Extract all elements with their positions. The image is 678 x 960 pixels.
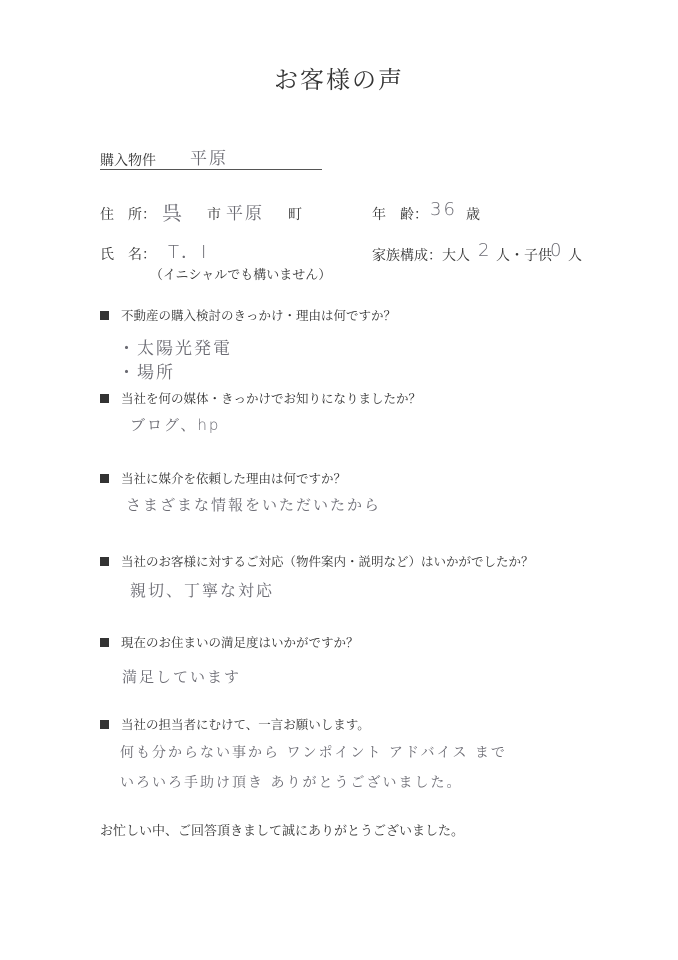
closing-message: お忙しい中、ご回答頂きまして誠にありがとうございました。 [100,824,465,839]
question-5: 現在のお住まいの満足度はいかがですか？ [100,633,359,651]
bullet-square-icon [100,638,109,647]
question-3: 当社に媒介を依頼した理由は何ですか？ [100,469,346,487]
page-title: お客様の声 [274,66,404,94]
property-underline [100,169,322,170]
answer-6-line-2: いろいろ手助け頂き ありがとうございました。 [120,775,463,791]
question-4: 当社のお客様に対するご対応（物件案内・説明など）はいかがでしたか？ [100,552,534,570]
address-town-suffix: 町 [288,207,302,223]
bullet-square-icon [100,557,109,566]
question-6: 当社の担当者にむけて、一言お願いします。 [100,715,370,733]
name-label: 氏 名： [100,247,156,263]
bullet-square-icon [100,311,109,320]
answer-1-line-2: ・場所 [118,363,175,383]
answer-2: ブログ、hp [130,416,221,434]
family-label: 家族構成：大人 [372,248,470,264]
bullet-square-icon [100,474,109,483]
address-town: 平原 [226,204,264,224]
answer-6-line-1: 何も分からない事から ワンポイント アドバイス まで [120,745,507,761]
age-value: 36 [430,199,457,220]
answer-3: さまざまな情報をいただいたから [126,496,382,514]
family-adults-suffix: 人・子供 [496,248,552,264]
address-city-suffix: 市 [207,207,221,223]
question-2: 当社を何の媒体・きっかけでお知りになりましたか？ [100,389,421,407]
answer-5: 満足しています [122,668,242,686]
property-label: 購入物件 [100,153,156,169]
age-suffix: 歳 [466,207,480,223]
bullet-square-icon [100,720,109,729]
answer-1-line-1: ・太陽光発電 [118,339,232,359]
address-city: 呉 [162,201,184,225]
family-adults: 2 [478,240,492,261]
family-children: 0 [550,240,564,261]
bullet-square-icon [100,394,109,403]
family-children-suffix: 人 [568,248,582,264]
name-value: T．I [168,242,209,263]
question-1: 不動産の購入検討のきっかけ・理由は何ですか？ [100,306,396,324]
age-label: 年 齢： [372,207,428,223]
address-label: 住 所： [100,207,156,223]
answer-4: 親切、丁寧な対応 [130,581,275,600]
property-value: 平原 [190,149,228,169]
name-note: （イニシャルでも構いません） [150,268,332,283]
